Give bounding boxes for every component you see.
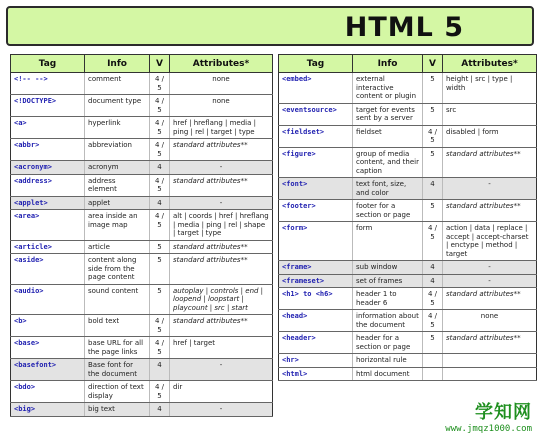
attributes-cell: standard attributes**	[443, 288, 537, 310]
version-cell	[423, 354, 443, 368]
table-row	[279, 274, 537, 288]
info-cell: abbreviation	[85, 139, 150, 161]
table-row	[11, 210, 273, 241]
column-header-version: V	[423, 55, 443, 73]
attributes-cell: -	[443, 178, 537, 200]
table-row	[11, 337, 273, 359]
info-cell: big text	[85, 403, 150, 417]
table-row	[279, 178, 537, 200]
tag-cell: <!-- -->	[11, 73, 85, 95]
info-cell: applet	[85, 196, 150, 210]
attributes-cell: href | hreflang | media | ping | rel | target | type	[170, 117, 273, 139]
version-cell: 4 / 5	[150, 174, 170, 196]
version-cell: 4	[423, 178, 443, 200]
info-cell: footer for a section or page	[353, 200, 423, 222]
attributes-cell: -	[170, 161, 273, 175]
tag-cell: <acronym>	[11, 161, 85, 175]
version-cell: 4	[150, 196, 170, 210]
info-cell: sound content	[85, 284, 150, 315]
tag-cell: <big>	[11, 403, 85, 417]
reference-table-left	[10, 54, 273, 417]
info-cell: direction of text display	[85, 381, 150, 403]
info-cell: target for events sent by a server	[353, 103, 423, 125]
info-cell: document type	[85, 95, 150, 117]
table-row	[11, 73, 273, 95]
table-row	[279, 147, 537, 178]
table-row	[11, 95, 273, 117]
attributes-cell: standard attributes**	[170, 240, 273, 254]
watermark-logo	[420, 398, 532, 438]
version-cell: 5	[150, 284, 170, 315]
attributes-cell: src	[443, 103, 537, 125]
info-cell: sub window	[353, 261, 423, 275]
table-row	[11, 403, 273, 417]
attributes-cell: standard attributes**	[170, 254, 273, 285]
tag-cell: <frame>	[279, 261, 353, 275]
attributes-cell: alt | coords | href | hreflang | media | ping | rel | shape | target | type	[170, 210, 273, 241]
page-title: HTML 5	[344, 12, 464, 43]
attributes-cell: disabled | form	[443, 125, 537, 147]
info-cell: comment	[85, 73, 150, 95]
table-row	[279, 354, 537, 368]
version-cell: 4 / 5	[150, 95, 170, 117]
attributes-cell: standard attributes**	[170, 315, 273, 337]
tag-cell: <basefont>	[11, 359, 85, 381]
info-cell: html document	[353, 367, 423, 381]
info-cell: hyperlink	[85, 117, 150, 139]
version-cell: 4 / 5	[150, 315, 170, 337]
tag-cell: <font>	[279, 178, 353, 200]
attributes-cell: autoplay | controls | end | loopend | loopstart | playcount | src | start	[170, 284, 273, 315]
column-header-tag: Tag	[279, 55, 353, 73]
info-cell: base URL for all the page links	[85, 337, 150, 359]
column-header-attributes: Attributes*	[443, 55, 537, 73]
table-row	[11, 254, 273, 285]
attributes-cell: -	[170, 403, 273, 417]
table-row	[279, 103, 537, 125]
info-cell: group of media content, and their caption	[353, 147, 423, 178]
version-cell: 4	[423, 261, 443, 275]
tag-cell: <article>	[11, 240, 85, 254]
column-header-version: V	[150, 55, 170, 73]
version-cell: 4 / 5	[150, 117, 170, 139]
info-cell: set of frames	[353, 274, 423, 288]
attributes-cell	[443, 354, 537, 368]
version-cell: 4 / 5	[150, 73, 170, 95]
version-cell: 5	[423, 103, 443, 125]
version-cell: 5	[423, 147, 443, 178]
attributes-cell: standard attributes**	[443, 147, 537, 178]
attributes-cell: standard attributes**	[170, 139, 273, 161]
attributes-cell: dir	[170, 381, 273, 403]
info-cell: information about the document	[353, 310, 423, 332]
version-cell: 5	[423, 73, 443, 104]
version-cell: 5	[150, 240, 170, 254]
tag-cell: <head>	[279, 310, 353, 332]
reference-table-right	[278, 54, 537, 381]
tag-cell: <embed>	[279, 73, 353, 104]
attributes-cell: height | src | type | width	[443, 73, 537, 104]
version-cell: 5	[423, 332, 443, 354]
version-cell: 4 / 5	[423, 222, 443, 261]
table-row	[279, 125, 537, 147]
attributes-cell: -	[170, 359, 273, 381]
tag-cell: <html>	[279, 367, 353, 381]
attributes-cell: href | target	[170, 337, 273, 359]
version-cell: 4 / 5	[423, 310, 443, 332]
watermark-text: 学知网	[475, 402, 532, 423]
attributes-cell: -	[443, 274, 537, 288]
column-header-info: Info	[353, 55, 423, 73]
info-cell: fieldset	[353, 125, 423, 147]
attributes-cell	[443, 367, 537, 381]
tag-cell: <footer>	[279, 200, 353, 222]
version-cell: 4	[150, 161, 170, 175]
tag-cell: <hr>	[279, 354, 353, 368]
version-cell: 4	[423, 274, 443, 288]
table-row	[279, 288, 537, 310]
attributes-cell: -	[170, 196, 273, 210]
info-cell: text font, size, and color	[353, 178, 423, 200]
tag-cell: <b>	[11, 315, 85, 337]
info-cell: header for a section or page	[353, 332, 423, 354]
tag-cell: <aside>	[11, 254, 85, 285]
tag-cell: <a>	[11, 117, 85, 139]
table-row	[11, 240, 273, 254]
table-row	[279, 200, 537, 222]
version-cell: 4 / 5	[150, 381, 170, 403]
info-cell: horizontal rule	[353, 354, 423, 368]
version-cell: 4 / 5	[423, 125, 443, 147]
attributes-cell: standard attributes**	[170, 174, 273, 196]
attributes-cell: -	[443, 261, 537, 275]
info-cell: bold text	[85, 315, 150, 337]
version-cell	[423, 367, 443, 381]
info-cell: form	[353, 222, 423, 261]
tag-cell: <applet>	[11, 196, 85, 210]
info-cell: area inside an image map	[85, 210, 150, 241]
column-header-tag: Tag	[11, 55, 85, 73]
info-cell: address element	[85, 174, 150, 196]
attributes-cell: none	[170, 95, 273, 117]
tag-cell: <bdo>	[11, 381, 85, 403]
tag-cell: <fieldset>	[279, 125, 353, 147]
tag-cell: <area>	[11, 210, 85, 241]
version-cell: 5	[150, 254, 170, 285]
info-cell: article	[85, 240, 150, 254]
table-row	[279, 310, 537, 332]
table-row	[279, 367, 537, 381]
info-cell: acronym	[85, 161, 150, 175]
tag-cell: <!DOCTYPE>	[11, 95, 85, 117]
version-cell: 4	[150, 403, 170, 417]
watermark-url: www.jmqz1000.com	[445, 424, 532, 434]
tag-cell: <h1> to <h6>	[279, 288, 353, 310]
version-cell: 4	[150, 359, 170, 381]
table-row	[11, 284, 273, 315]
column-header-attributes: Attributes*	[170, 55, 273, 73]
attributes-cell: standard attributes**	[443, 332, 537, 354]
table-header-row	[279, 55, 537, 73]
table-row	[279, 73, 537, 104]
table-row	[11, 161, 273, 175]
table-row	[11, 315, 273, 337]
table-row	[11, 117, 273, 139]
tag-cell: <header>	[279, 332, 353, 354]
info-cell: Base font for the document	[85, 359, 150, 381]
tag-cell: <eventsource>	[279, 103, 353, 125]
table-row	[11, 174, 273, 196]
attributes-cell: none	[170, 73, 273, 95]
attributes-cell: action | data | replace | accept | accept-charset | enctype | method | target	[443, 222, 537, 261]
version-cell: 4 / 5	[150, 139, 170, 161]
table-row	[279, 222, 537, 261]
table-row	[11, 381, 273, 403]
version-cell: 4 / 5	[150, 337, 170, 359]
tag-cell: <figure>	[279, 147, 353, 178]
tag-cell: <frameset>	[279, 274, 353, 288]
attributes-cell: standard attributes**	[443, 200, 537, 222]
title-banner	[6, 6, 534, 46]
info-cell: content along side from the page content	[85, 254, 150, 285]
tag-cell: <abbr>	[11, 139, 85, 161]
table-header-row	[11, 55, 273, 73]
info-cell: external interactive content or plugin	[353, 73, 423, 104]
version-cell: 4 / 5	[150, 210, 170, 241]
version-cell: 4 / 5	[423, 288, 443, 310]
table-row	[279, 332, 537, 354]
tag-cell: <address>	[11, 174, 85, 196]
column-header-info: Info	[85, 55, 150, 73]
table-row	[11, 196, 273, 210]
table-row	[11, 359, 273, 381]
version-cell: 5	[423, 200, 443, 222]
tag-cell: <form>	[279, 222, 353, 261]
tag-cell: <audio>	[11, 284, 85, 315]
info-cell: header 1 to header 6	[353, 288, 423, 310]
attributes-cell: none	[443, 310, 537, 332]
table-row	[279, 261, 537, 275]
tag-cell: <base>	[11, 337, 85, 359]
table-row	[11, 139, 273, 161]
